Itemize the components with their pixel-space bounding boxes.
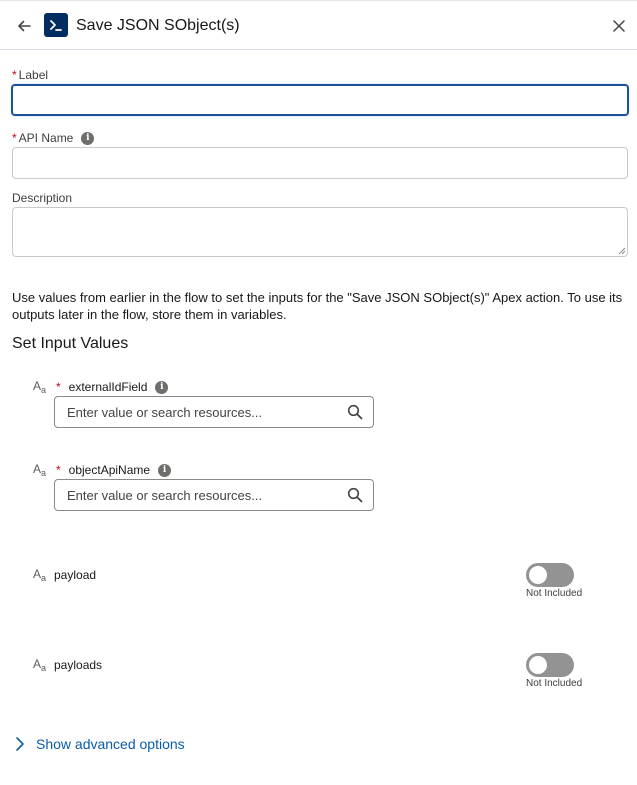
show-advanced-options-label: Show advanced options bbox=[36, 736, 185, 752]
close-button[interactable] bbox=[610, 17, 628, 35]
text-type-icon: $A_a$ bbox=[33, 567, 47, 583]
chevron-right-icon bbox=[12, 736, 28, 752]
text-type-icon: $A_a$ bbox=[33, 462, 47, 478]
object-api-name-field-text: objectApiName bbox=[68, 463, 151, 477]
arrow-left-icon bbox=[16, 18, 32, 34]
label-input[interactable] bbox=[11, 84, 629, 116]
object-api-name-input[interactable] bbox=[54, 479, 374, 511]
instructions-text: Use values from earlier in the flow to set the inputs for the "Save JSON SObject(s)" Apex action. To use its outputs later in the flow, store them in variables. bbox=[12, 290, 623, 322]
api-name-field-text: API Name bbox=[18, 131, 74, 145]
back-button[interactable] bbox=[14, 16, 34, 36]
section-title: Set Input Values bbox=[12, 335, 129, 352]
apex-action-icon bbox=[44, 13, 68, 37]
api-name-input[interactable] bbox=[12, 147, 628, 179]
external-id-field-input[interactable] bbox=[54, 396, 374, 428]
info-icon[interactable]: i bbox=[81, 132, 94, 145]
info-icon[interactable]: i bbox=[155, 381, 168, 394]
payload-label: payload bbox=[54, 568, 97, 582]
text-type-icon: $A_a$ bbox=[33, 657, 47, 673]
api-name-field-label bbox=[12, 130, 94, 146]
toggle-knob bbox=[529, 566, 547, 584]
description-textarea[interactable] bbox=[12, 207, 628, 257]
description-field-text: Description bbox=[12, 191, 73, 205]
toggle-knob bbox=[529, 656, 547, 674]
label-field-label bbox=[12, 67, 48, 83]
external-id-field-text: externalIdField bbox=[68, 380, 148, 394]
label-field-text: Label bbox=[18, 68, 49, 82]
external-id-field-label bbox=[56, 379, 168, 395]
show-advanced-options-button[interactable] bbox=[12, 734, 185, 754]
close-icon bbox=[613, 20, 625, 32]
payloads-label: payloads bbox=[54, 658, 103, 672]
payload-toggle-status: Not Included bbox=[526, 588, 583, 599]
info-icon[interactable]: i bbox=[158, 464, 171, 477]
payload-include-toggle[interactable] bbox=[526, 563, 574, 587]
required-marker: * bbox=[56, 463, 61, 477]
panel-title: Save JSON SObject(s) bbox=[76, 17, 240, 34]
required-marker: * bbox=[12, 68, 17, 82]
payloads-toggle-status: Not Included bbox=[526, 678, 583, 689]
panel-header bbox=[0, 1, 637, 50]
required-marker: * bbox=[56, 380, 61, 394]
object-api-name-field-label bbox=[56, 462, 171, 478]
search-icon bbox=[347, 404, 363, 420]
resize-grip-icon[interactable] bbox=[618, 247, 626, 255]
payloads-include-toggle[interactable] bbox=[526, 653, 574, 677]
required-marker: * bbox=[12, 131, 17, 145]
description-field-label bbox=[12, 190, 72, 206]
text-type-icon: $A_a$ bbox=[33, 379, 47, 395]
search-icon bbox=[347, 487, 363, 503]
